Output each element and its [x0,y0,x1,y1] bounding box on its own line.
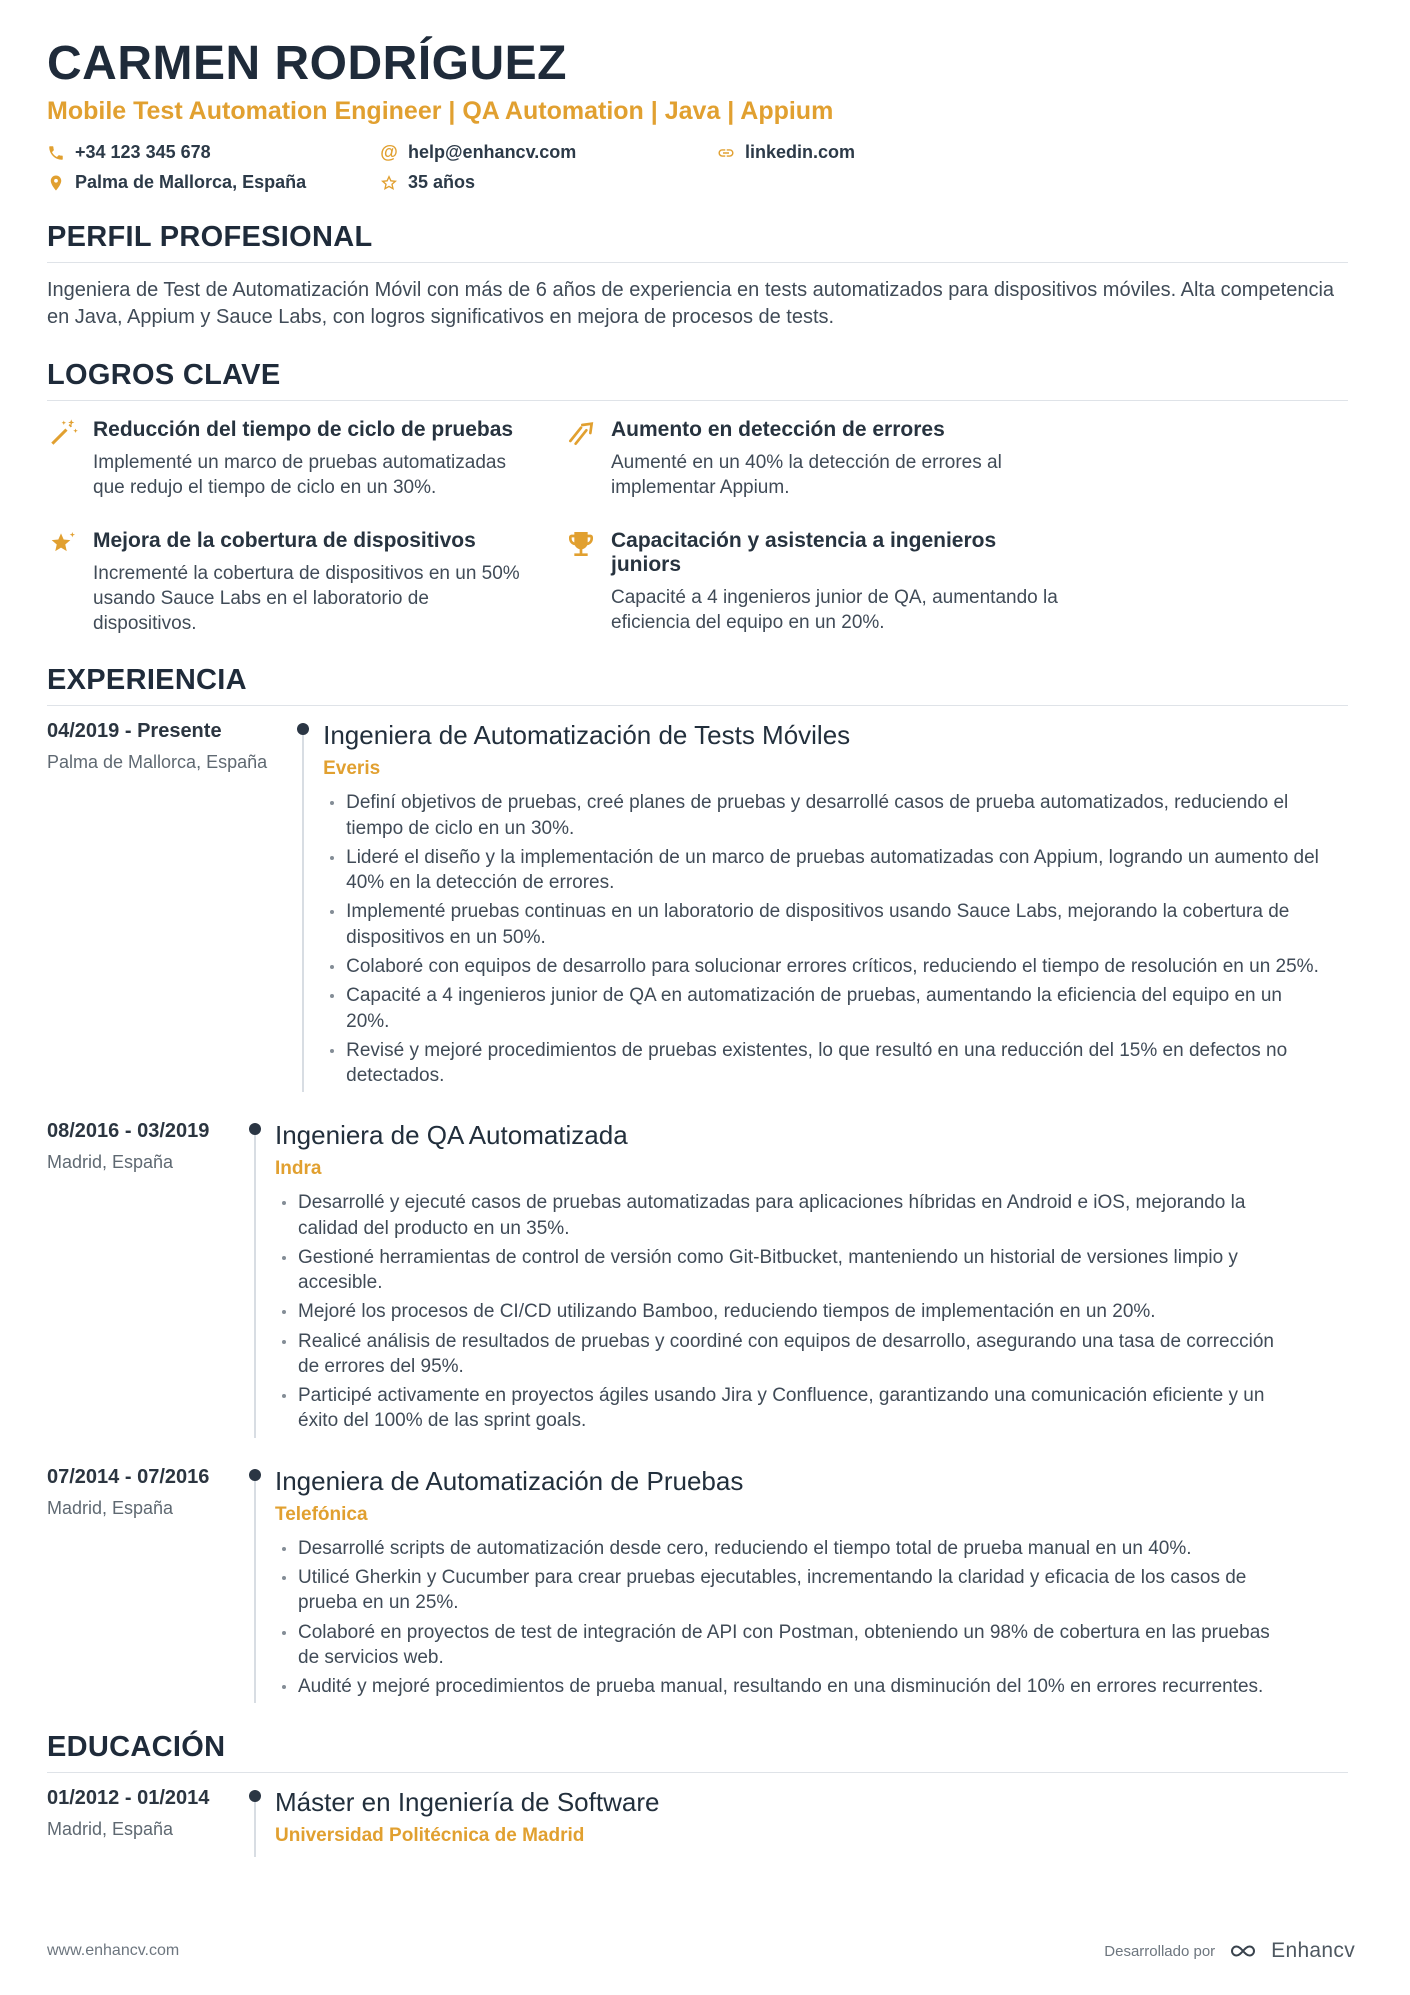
contact-phone [47,142,380,163]
bullet-item: Desarrollé y ejecuté casos de pruebas automatizadas para aplicaciones híbridas en Android e iOS, mejorando la calidad del producto en un 35%. [275,1190,1275,1241]
entry-date: 01/2012 - 01/2014 [47,1787,210,1810]
page-footer [47,1939,1355,1963]
star-outline-icon [380,174,398,192]
bullet-item: Audité y mejoré procedimientos de prueba manual, resultando en una disminución del 10% en errores recurrentes. [275,1674,1275,1699]
entry-location: Madrid, España [47,1152,174,1173]
achievement-text: Implementé un marco de pruebas automatizadas que redujo el tiempo de ciclo en un 30%. [93,452,506,499]
bullet-list [275,1190,1275,1433]
powered-by [1104,1939,1355,1963]
education-entry [47,1787,1348,1857]
entry-body [275,1466,1275,1704]
timeline-dot [249,1790,261,1802]
trend-arrow-icon [565,417,597,449]
entry-meta [47,1787,235,1857]
achievement-title: Mejora de la cobertura de dispositivos [93,529,476,553]
achievement-item [565,526,1065,636]
entry-location: Madrid, España [47,1819,174,1840]
entry-meta [47,720,283,1092]
profile-heading: PERFIL PROFESIONAL [47,221,1348,263]
contact-location-text: Palma de Mallorca, España [75,172,307,192]
achievement-content [93,415,521,500]
achievement-title: Capacitación y asistencia a ingenieros juniors [611,529,997,577]
timeline-dot [249,1469,261,1481]
bullet-item: Colaboré con equipos de desarrollo para solucionar errores críticos, reduciendo el tiempo de resolución en un 25%. [323,954,1323,979]
experience-entry [47,1120,1348,1437]
bullet-item: Capacité a 4 ingenieros junior de QA en automatización de pruebas, aumentando la eficiencia del equipo en un 20%. [323,983,1323,1034]
profile-section [47,221,1348,331]
entry-location: Madrid, España [47,1497,174,1518]
education-heading: EDUCACIÓN [47,1731,1348,1773]
bullet-item: Participé activamente en proyectos ágiles usando Jira y Confluence, garantizando una comunicación eficiente y un éxito del 100% de las sprint goals. [275,1383,1275,1434]
enhancv-brand-name[interactable]: Enhancv [1271,1939,1355,1962]
bullet-item: Revisé y mejoré procedimientos de pruebas existentes, lo que resultó en una reducción del 15% en defectos no detectados. [323,1038,1323,1089]
achievement-content [611,526,1065,636]
achievement-content [93,526,521,636]
achievement-title: Aumento en detección de errores [611,418,945,441]
achievements-section [47,359,1348,636]
contact-linkedin[interactable] [717,142,1348,163]
job-position-title: Ingeniera de QA Automatizada [275,1120,628,1151]
entry-body [275,1120,1275,1437]
bullet-item: Mejoré los procesos de CI/CD utilizando Bamboo, reduciendo tiempos de implementación en un 20%. [275,1299,1275,1324]
bullet-item: Colaboré en proyectos de test de integración de API con Postman, obteniendo un 98% de cobertura en las pruebas de servicios web. [275,1620,1275,1671]
bullet-item: Gestioné herramientas de control de versión como Git-Bitbucket, manteniendo un historial de versiones limpio y accesible. [275,1245,1275,1296]
candidate-name: CARMEN RODRÍGUEZ [47,37,567,90]
achievement-item [47,526,521,636]
star-badge-icon [47,528,79,560]
entry-meta [47,1466,235,1704]
bullet-list [323,790,1323,1088]
achievement-text: Incrementé la cobertura de dispositivos en un 50% usando Sauce Labs en el laboratorio de dispositivos. [93,563,520,635]
experience-section [47,664,1348,1703]
at-icon: @ [380,142,398,162]
job-position-title: Ingeniera de Automatización de Tests Móviles [323,720,851,751]
contact-info [47,142,1348,193]
contact-phone-text: +34 123 345 678 [75,142,211,162]
degree-title: Máster en Ingeniería de Software [275,1787,660,1818]
achievement-item [565,415,1065,500]
bullet-item: Realicé análisis de resultados de pruebas y coordiné con equipos de desarrollo, asegurando una tasa de corrección de errores del 95%. [275,1329,1275,1380]
contact-email-text: help@enhancv.com [408,142,577,162]
contact-linkedin-text: linkedin.com [745,142,856,162]
entry-date: 07/2014 - 07/2016 [47,1465,210,1488]
timeline-track [235,1466,275,1704]
bullet-item: Implementé pruebas continuas en un laboratorio de dispositivos usando Sauce Labs, mejorando la cobertura de dispositivos en un 50%. [323,899,1323,950]
company-name: Indra [275,1158,322,1180]
company-name: Everis [323,758,381,780]
entry-body [275,1787,1275,1857]
bullet-item: Desarrollé scripts de automatización desde cero, reduciendo el tiempo total de prueba manual en un 40%. [275,1536,1275,1561]
entry-location: Palma de Mallorca, España [47,752,268,773]
phone-icon [47,144,65,162]
profile-text: Ingeniera de Test de Automatización Móvil con más de 6 años de experiencia en tests automatizados para dispositivos móviles. Alta competencia en Java, Appium y Sauce Labs, con logros significativos en mejora de procesos de tests. [47,279,1335,328]
entry-date: 04/2019 - Presente [47,720,222,743]
education-section [47,1731,1348,1857]
experience-heading: EXPERIENCIA [47,664,1348,706]
contact-email[interactable] [380,142,717,163]
timeline-track [235,1787,275,1857]
achievement-text: Aumenté en un 40% la detección de errores al implementar Appium. [611,452,1002,499]
bullet-item: Utilicé Gherkin y Cucumber para crear pruebas ejecutables, incrementando la claridad y eficacia de los casos de prueba en un 25%. [275,1565,1275,1616]
achievements-grid [47,415,1348,636]
contact-age [380,172,717,193]
job-position-title: Ingeniera de Automatización de Pruebas [275,1465,744,1496]
achievement-text: Capacité a 4 ingenieros junior de QA, aumentando la eficiencia del equipo en un 20%. [611,587,1058,634]
school-name: Universidad Politécnica de Madrid [275,1825,585,1847]
link-icon [717,144,735,162]
candidate-job-title: Mobile Test Automation Engineer | QA Automation | Java | Appium [47,97,834,125]
achievement-content [611,415,1065,500]
entry-date: 08/2016 - 03/2019 [47,1120,210,1143]
timeline-dot [297,723,309,735]
enhancv-website-link[interactable]: www.enhancv.com [47,1942,180,1959]
entry-meta [47,1120,235,1437]
location-pin-icon [47,174,65,192]
powered-by-label: Desarrollado por [1104,1942,1216,1960]
timeline-track [283,720,323,1092]
bullet-item: Definí objetivos de pruebas, creé planes de pruebas y desarrollé casos de prueba automatizados, reduciendo el tiempo de ciclo en un 30%. [323,790,1323,841]
timeline-dot [249,1123,261,1135]
resume-header [47,36,1348,193]
company-name: Telefónica [275,1503,368,1525]
timeline-track [235,1120,275,1437]
achievements-heading: LOGROS CLAVE [47,359,1348,401]
experience-entry [47,1466,1348,1704]
achievement-item [47,415,521,500]
enhancv-logo-icon[interactable] [1225,1940,1261,1962]
contact-age-text: 35 años [408,172,476,192]
trophy-icon [565,528,597,560]
entry-body [323,720,1323,1092]
achievement-title: Reducción del tiempo de ciclo de pruebas [93,418,514,441]
bullet-item: Lideré el diseño y la implementación de un marco de pruebas automatizadas con Appium, logrando un aumento del 40% en la detección de errores. [323,845,1323,896]
contact-location [47,172,380,193]
bullet-list [275,1536,1275,1700]
wand-icon [47,417,79,449]
experience-entry [47,720,1348,1092]
